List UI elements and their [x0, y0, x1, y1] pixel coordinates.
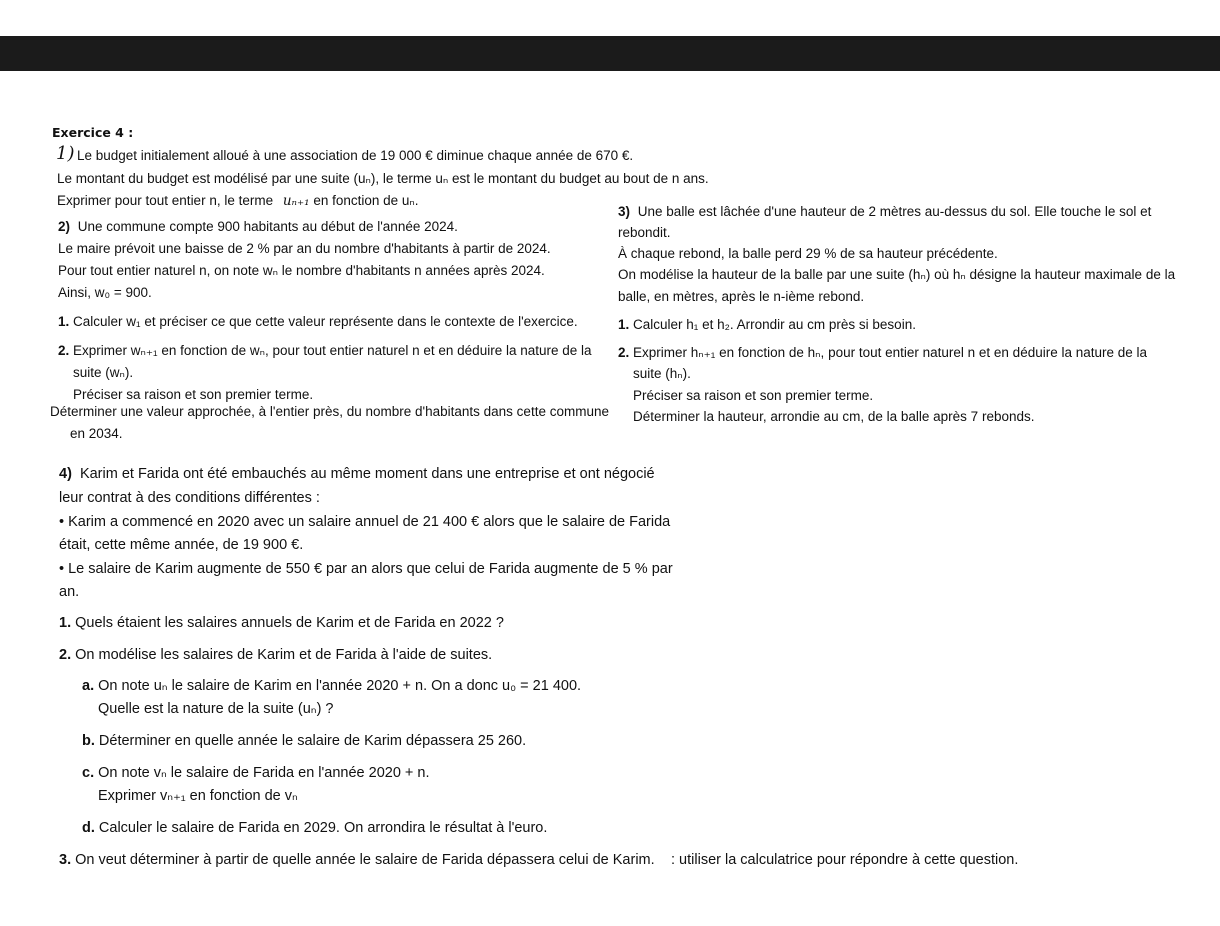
part4-qc-line1: On note vₙ le salaire de Farida en l'année 2020 + n. [98, 765, 430, 781]
part3-intro-line1: Une balle est lâchée d'une hauteur de 2 mètres au-dessus du sol. Elle touche le sol et [637, 204, 1152, 219]
part3-q1-num: 1. [618, 317, 630, 332]
part3-line2: À chaque rebond, la balle perd 29 % de sa hauteur précédente. [618, 246, 998, 261]
part4-q1-num: 1. [59, 615, 72, 631]
part2-line4: Ainsi, w₀ = 900. [58, 285, 152, 300]
part4-qd-text: Calculer le salaire de Farida en 2029. On arrondira le résultat à l'euro. [98, 820, 548, 836]
part4-qc [82, 765, 430, 782]
part3-q2-num: 2. [618, 345, 630, 360]
part2-q1-num: 1. [58, 314, 70, 329]
part4-q2 [59, 647, 492, 664]
part2-intro-text: Une commune compte 900 habitants au début de l'année 2024. [77, 219, 458, 234]
part4-qa-line2: Quelle est la nature de la suite (uₙ) ? [98, 701, 334, 717]
part1-line3a: Exprimer pour tout entier n, le terme [57, 193, 274, 208]
part4-q3-text: On veut déterminer à partir de quelle année le salaire de Farida dépassera celui de Karim. [75, 852, 655, 868]
part3-intro [618, 204, 1151, 220]
part3-q2 [618, 345, 1147, 361]
part4-q1-text: Quels étaient les salaires annuels de Karim et de Farida en 2022 ? [75, 615, 504, 631]
part2-line3: Pour tout entier naturel n, on note wₙ le nombre d'habitants n années après 2024. [58, 263, 545, 278]
part4-intro [59, 466, 655, 483]
part2-q2-line1: Exprimer wₙ₊₁ en fonction de wₙ, pour tout entier naturel n et en déduire la nature de la [73, 343, 592, 358]
part2-q1-text: Calculer w₁ et préciser ce que cette valeur représente dans le contexte de l'exercice. [73, 314, 578, 329]
part2-q3-line1: Déterminer une valeur approchée, à l'entier près, du nombre d'habitants dans cette commune [50, 404, 609, 419]
part2-number: 2) [58, 219, 71, 234]
part4-bullet2-line2: an. [59, 584, 80, 600]
part4-intro-line2: leur contrat à des conditions différentes : [59, 490, 320, 506]
part2-q3-line2: en 2034. [70, 426, 123, 441]
part4-qc-line2: Exprimer vₙ₊₁ en fonction de vₙ [98, 788, 298, 804]
part2-q2-num: 2. [58, 343, 70, 358]
part4-intro-line1: Karim et Farida ont été embauchés au même moment dans une entreprise et ont négocié [79, 466, 655, 482]
part2-intro [58, 219, 458, 235]
part3-q2-line2: suite (hₙ). [633, 366, 691, 381]
part2-q2-line2: suite (wₙ). [73, 365, 134, 380]
part3-q3: Déterminer la hauteur, arrondie au cm, de la balle après 7 rebonds. [633, 409, 1035, 424]
part4-qa-letter: a. [82, 678, 95, 694]
part2-line2: Le maire prévoit une baisse de 2 % par an du nombre d'habitants à partir de 2024. [58, 241, 551, 256]
part2-q2-line3: Préciser sa raison et son premier terme. [73, 387, 314, 402]
part3-q2-line1: Exprimer hₙ₊₁ en fonction de hₙ, pour tout entier naturel n et en déduire la nature de la [633, 345, 1148, 360]
part4-q3-num: 3. [59, 852, 72, 868]
part4-qa-line1: On note uₙ le salaire de Karim en l'année 2020 + n. On a donc u₀ = 21 400. [98, 678, 582, 694]
part3-q1-text: Calculer h₁ et h₂. Arrondir au cm près si besoin. [633, 317, 916, 332]
part3-q2-line3: Préciser sa raison et son premier terme. [633, 388, 874, 403]
top-bar [0, 36, 1220, 71]
part4-bullet1-line1: • Karim a commencé en 2020 avec un salaire annuel de 21 400 € alors que le salaire de Farida [59, 514, 671, 530]
part4-number: 4) [59, 466, 72, 482]
part3-line4: balle, en mètres, après le n-ième rebond. [618, 289, 865, 304]
part4-qd-letter: d. [82, 820, 95, 836]
part2-q2 [58, 343, 592, 359]
part4-qa [82, 678, 581, 695]
part4-qb-letter: b. [82, 733, 95, 749]
part1-line3-term: uₙ₊₁ [282, 193, 310, 209]
part1-line3 [57, 193, 419, 209]
part1-line3b: en fonction de uₙ. [313, 193, 419, 208]
part4-qd [82, 820, 547, 837]
exercise-title: Exercice 4 : [52, 125, 134, 140]
part4-bullet1-line2: était, cette même année, de 19 900 €. [59, 537, 304, 553]
part1-line2: Le montant du budget est modélisé par une suite (uₙ), le terme uₙ est le montant du budget au bout de n ans. [57, 171, 709, 186]
part3-intro-line2: rebondit. [618, 225, 671, 240]
part4-qb-text: Déterminer en quelle année le salaire de Karim dépassera 25 260. [98, 733, 527, 749]
part4-qb [82, 733, 526, 750]
part3-line3: On modélise la hauteur de la balle par une suite (hₙ) où hₙ désigne la hauteur maximale de la [618, 267, 1176, 282]
part4-q3-note: : utiliser la calculatrice pour répondre à cette question. [671, 852, 1019, 868]
part4-q1 [59, 615, 504, 632]
part4-q2-num: 2. [59, 647, 72, 663]
part2-q1 [58, 314, 578, 330]
part3-q1 [618, 317, 916, 333]
part1-line1: Le budget initialement alloué à une association de 19 000 € diminue chaque année de 670 €. [77, 148, 634, 163]
part4-bullet2-line1: • Le salaire de Karim augmente de 550 € par an alors que celui de Farida augmente de 5 % par [59, 561, 673, 577]
part4-qc-letter: c. [82, 765, 95, 781]
part1-hand-number: 1) [56, 143, 75, 164]
part4-q3 [59, 852, 655, 869]
part4-q2-text: On modélise les salaires de Karim et de Farida à l'aide de suites. [75, 647, 493, 663]
part3-number: 3) [618, 204, 631, 219]
